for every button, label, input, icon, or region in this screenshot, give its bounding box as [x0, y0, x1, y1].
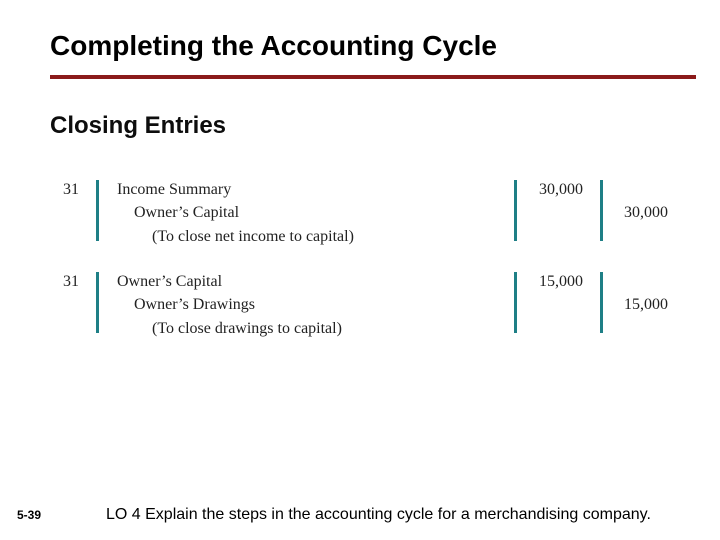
column-divider	[600, 272, 603, 333]
debit-account: Owner’s Capital	[117, 273, 223, 290]
section-heading: Closing Entries	[50, 112, 227, 139]
debit-account: Income Summary	[117, 181, 232, 198]
credit-amount: 30,000	[624, 204, 668, 221]
entry-day: 31	[63, 181, 79, 198]
column-divider	[96, 272, 99, 333]
journal-entry-2	[0, 272, 720, 342]
debit-amount: 15,000	[539, 273, 583, 290]
column-divider	[514, 272, 517, 333]
column-divider	[600, 180, 603, 241]
credit-account: Owner’s Drawings	[134, 296, 256, 313]
learning-objective: LO 4 Explain the steps in the accounting cycle for a merchandising company.	[106, 506, 651, 523]
entry-explanation: (To close drawings to capital)	[152, 320, 342, 337]
entry-day: 31	[63, 273, 79, 290]
debit-amount: 30,000	[539, 181, 583, 198]
title-divider	[50, 75, 696, 79]
slide-number: 5-39	[17, 508, 42, 522]
column-divider	[96, 180, 99, 241]
page-title: Completing the Accounting Cycle	[50, 30, 497, 61]
entry-explanation: (To close net income to capital)	[152, 228, 354, 245]
credit-account: Owner’s Capital	[134, 204, 240, 221]
journal-entry-1	[0, 180, 720, 250]
column-divider	[514, 180, 517, 241]
credit-amount: 15,000	[624, 296, 668, 313]
